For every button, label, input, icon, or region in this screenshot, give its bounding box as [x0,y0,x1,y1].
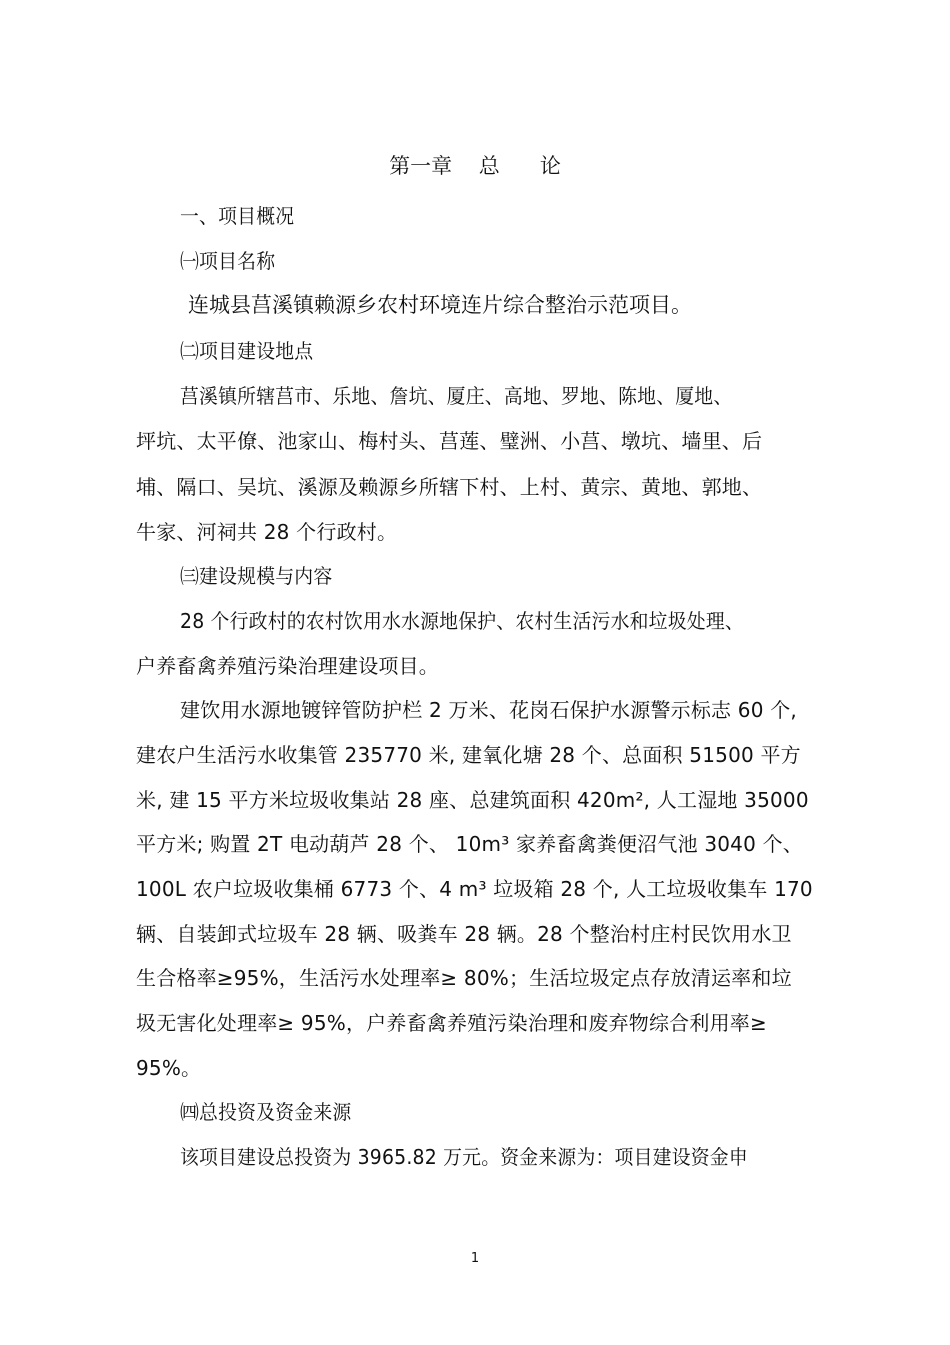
page-number: 1 [470,1251,480,1266]
content-line: 建农户生活污水收集管 235770 米, 建氧化塘 28 个、总面积 51500 平方 [136,743,801,767]
scope-line: 28 个行政村的农村饮用水水源地保护、农村生活污水和垃圾处理、 [180,609,744,633]
location-line: 莒溪镇所辖莒市、乐地、詹坑、厦庄、高地、罗地、陈地、厦地、 [180,384,733,408]
scope-line: 户养畜禽养殖污染治理建设项目。 [136,654,439,678]
content-line: 平方米; 购置 2T 电动葫芦 28 个、 10m³ 家养畜禽粪便沼气池 3040 个、 [136,832,803,856]
content-line: 圾无害化处理率≥ 95%，户养畜禽养殖污染治理和废弃物综合利用率≥ [136,1011,767,1035]
location-line: 牛家、河祠共 28 个行政村。 [136,520,398,544]
content-line: 100L 农户垃圾收集桶 6773 个、4 m³ 垃圾箱 28 个, 人工垃圾收集车 170 [136,877,813,901]
section-heading-overview: 一、项目概况 [180,204,295,228]
subheading-scope: ㈢建设规模与内容 [180,564,333,588]
subheading-project-name: ㈠项目名称 [180,249,276,273]
subheading-investment: ㈣总投资及资金来源 [180,1100,352,1124]
location-line: 埔、隔口、吴坑、溪源及赖源乡所辖下村、上村、黄宗、黄地、郭地、 [136,475,763,499]
location-line: 坪坑、太平僚、池家山、梅村头、莒莲、璧洲、小莒、墩坑、墙里、后 [136,429,763,453]
content-line: 建饮用水源地镀锌管防护栏 2 万米、花岗石保护水源警示标志 60 个, [180,698,797,722]
investment-line: 该项目建设总投资为 3965.82 万元。资金来源为：项目建设资金申 [180,1145,748,1169]
subheading-location: ㈡项目建设地点 [180,339,314,363]
content-line: 生合格率≥95%，生活污水处理率≥ 80%；生活垃圾定点存放清运率和垃 [136,966,792,990]
chapter-title: 第一章 总 论 [389,154,561,178]
content-line: 辆、自装卸式垃圾车 28 辆、吸粪车 28 辆。28 个整治村庄村民饮用水卫 [136,922,792,946]
content-line: 米, 建 15 平方米垃圾收集站 28 座、总建筑面积 420m², 人工湿地 35000 [136,788,809,812]
content-line: 95%。 [136,1056,202,1080]
project-name: 连城县莒溪镇赖源乡农村环境连片综合整治示范项目。 [188,293,692,317]
